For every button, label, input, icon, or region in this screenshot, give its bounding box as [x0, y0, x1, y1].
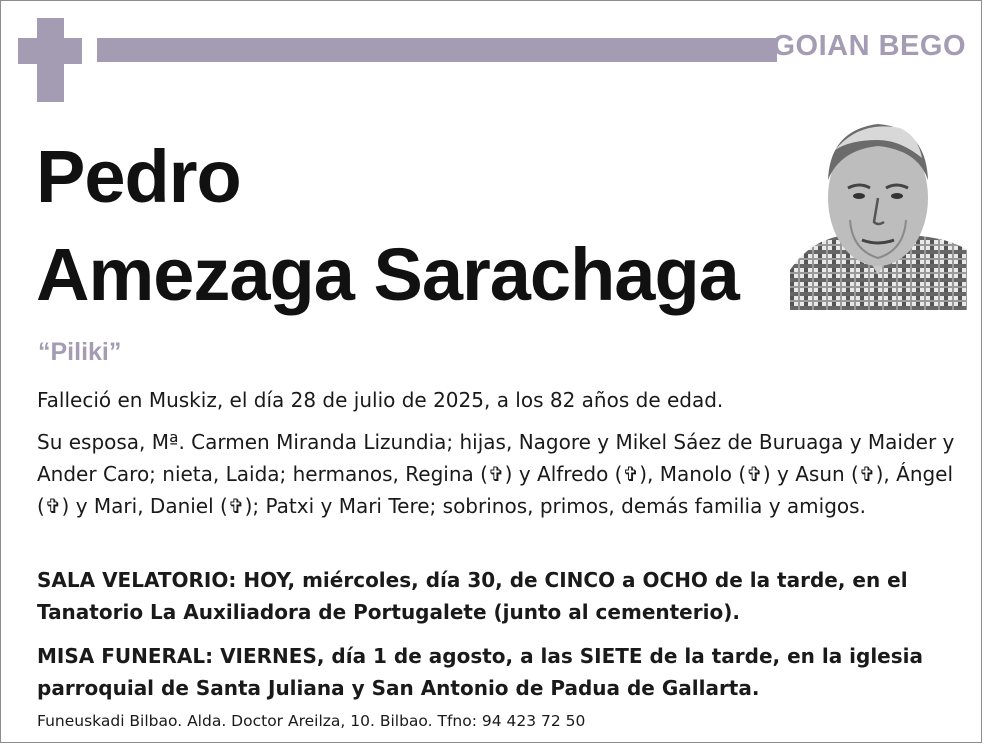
header-label: GOIAN BEGO — [772, 30, 966, 62]
deceased-nickname: “Piliki” — [38, 338, 122, 366]
header-bar — [97, 38, 777, 62]
deceased-surnames: Amezaga Sarachaga — [36, 233, 739, 316]
portrait-photo — [790, 110, 967, 310]
funeral-home-contact: Funeuskadi Bilbao. Alda. Doctor Areilza, 10. Bilbao. Tfno: 94 423 72 50 — [37, 712, 586, 730]
deceased-first-name: Pedro — [36, 135, 241, 218]
death-announcement: Falleció en Muskiz, el día 28 de julio de 2025, a los 82 años de edad. — [37, 388, 724, 412]
funeral-mass-details: MISA FUNERAL: VIERNES, día 1 de agosto, a las SIETE de la tarde, en la iglesia parroquial de Santa Juliana y San Antonio de Padua de Gallarta. — [37, 644, 923, 700]
family-list: Su esposa, Mª. Carmen Miranda Lizundia; hijas, Nagore y Mikel Sáez de Buruaga y Maider y Ander Caro; nieta, Laida; hermanos, Regina (✞) y Alfredo (✞), Manolo (✞) y Asun (✞), Ángel (✞) y Mari, Daniel (✞); Patxi y Mari Tere; sobrinos, primos, demás familia y amigos. — [37, 430, 955, 518]
cross-icon-horizontal — [18, 38, 82, 64]
wake-details: SALA VELATORIO: HOY, miércoles, día 30, de CINCO a OCHO de la tarde, en el Tanatorio La Auxiliadora de Portugalete (junto al cementerio). — [37, 568, 908, 624]
